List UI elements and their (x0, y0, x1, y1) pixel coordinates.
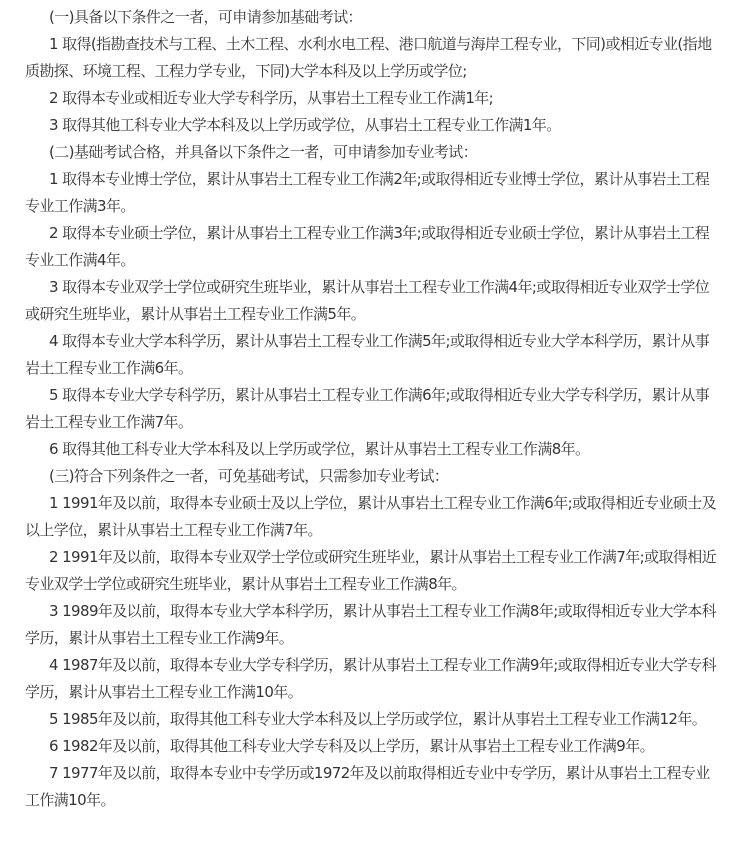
list-item: 3 1989年及以前，取得本专业大学本科学历，累计从事岩土工程专业工作满8年;或取得相近专业大学本科学历，累计从事岩土工程专业工作满9年。 (25, 602, 717, 647)
list-item: 2 1991年及以前，取得本专业双学士学位或研究生班毕业，累计从事岩土工程专业工作满7年;或取得相近专业双学士学位或研究生班毕业，累计从事岩土工程专业工作满8年。 (25, 548, 717, 593)
list-item: 1 取得本专业博士学位，累计从事岩土工程专业工作满2年;或取得相近专业博士学位，累计从事岩土工程专业工作满3年。 (25, 170, 710, 215)
list-item: 4 1987年及以前，取得本专业大学专科学历，累计从事岩土工程专业工作满9年;或取得相近专业大学专科学历，累计从事岩土工程专业工作满10年。 (25, 656, 717, 701)
list-item: 1 1991年及以前，取得本专业硕士及以上学位，累计从事岩土工程专业工作满6年;或取得相近专业硕士及以上学位，累计从事岩土工程专业工作满7年。 (25, 494, 717, 539)
list-item: 5 取得本专业大学专科学历，累计从事岩土工程专业工作满6年;或取得相近专业大学专科学历，累计从事岩土工程专业工作满7年。 (25, 386, 710, 431)
list-item: 2 取得本专业硕士学位，累计从事岩土工程专业工作满3年;或取得相近专业硕士学位，累计从事岩土工程专业工作满4年。 (25, 224, 710, 269)
list-item: 2 取得本专业或相近专业大学专科学历，从事岩土工程专业工作满1年; (49, 89, 494, 107)
section-heading-2: (二)基础考试合格，并具备以下条件之一者，可申请参加专业考试： (49, 143, 478, 161)
section-heading-1: (一)具备以下条件之一者，可申请参加基础考试： (49, 8, 362, 26)
list-item: 6 取得其他工科专业大学本科及以上学历或学位，累计从事岩土工程专业工作满8年。 (49, 440, 590, 458)
list-item: 3 取得本专业双学士学位或研究生班毕业，累计从事岩土工程专业工作满4年;或取得相近专业双学士学位或研究生班毕业，累计从事岩土工程专业工作满5年。 (25, 278, 710, 323)
list-item: 4 取得本专业大学本科学历，累计从事岩土工程专业工作满5年;或取得相近专业大学本科学历，累计从事岩土工程专业工作满6年。 (25, 332, 710, 377)
list-item: 6 1982年及以前，取得其他工科专业大学专科及以上学历，累计从事岩土工程专业工作满9年。 (49, 737, 655, 755)
list-item: 5 1985年及以前，取得其他工科专业大学本科及以上学历或学位，累计从事岩土工程专业工作满12年。 (49, 710, 707, 728)
list-item: 7 1977年及以前，取得本专业中专学历或1972年及以前取得相近专业中专学历，累计从事岩土工程专业工作满10年。 (25, 764, 710, 809)
list-item: 1 取得(指勘查技术与工程、土木工程、水利水电工程、港口航道与海岸工程专业，下同)或相近专业(指地质勘探、环境工程、工程力学专业，下同)大学本科及以上学历或学位; (25, 35, 712, 80)
list-item: 3 取得其他工科专业大学本科及以上学历或学位，从事岩土工程专业工作满1年。 (49, 116, 561, 134)
section-heading-3: (三)符合下列条件之一者，可免基础考试，只需参加专业考试： (49, 467, 449, 485)
